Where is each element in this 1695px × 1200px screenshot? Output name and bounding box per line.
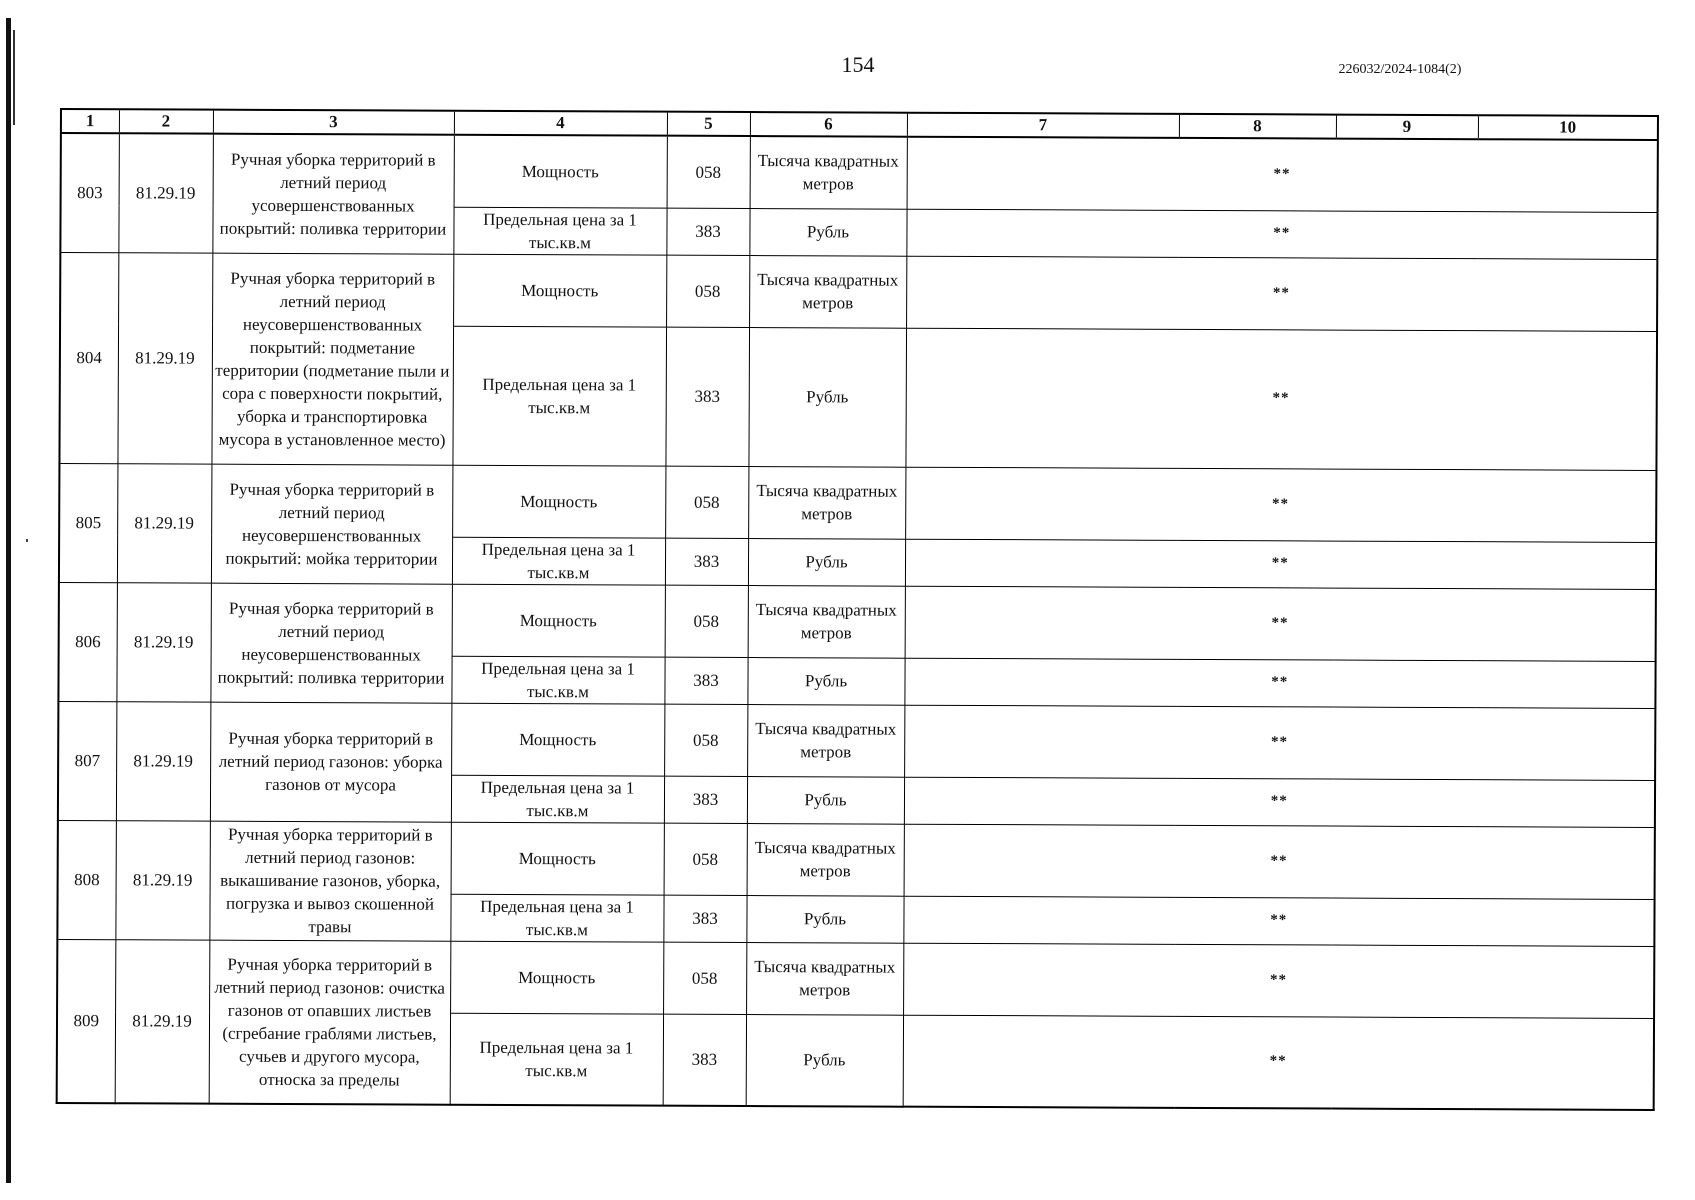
column-header: 4 <box>454 111 667 136</box>
scan-speck <box>26 539 28 542</box>
data-table <box>56 108 1659 1111</box>
okpd-code: 81.29.19 <box>116 582 211 701</box>
unit-code: 058 <box>667 136 750 208</box>
column-header: 7 <box>907 113 1179 138</box>
unit-code: 383 <box>663 1014 746 1106</box>
page-number: 154 <box>841 52 875 77</box>
unit-name: Рубль <box>748 327 906 467</box>
unit-code: 058 <box>665 466 748 538</box>
okpd-code: 81.29.19 <box>117 463 212 582</box>
row-number: 805 <box>59 463 118 582</box>
unit-name: Рубль <box>749 208 906 256</box>
unit-code: 383 <box>664 657 747 704</box>
characteristic-value: ** <box>903 943 1654 1018</box>
characteristic-name: Мощность <box>454 135 667 208</box>
unit-name: Тысяча квадратных метров <box>747 823 904 896</box>
characteristic-name: Мощность <box>451 703 664 776</box>
column-header: 9 <box>1336 115 1478 140</box>
characteristic-value: ** <box>904 777 1655 827</box>
characteristic-name: Предельная цена за 1 тыс.кв.м <box>450 894 663 942</box>
unit-code: 383 <box>663 895 746 942</box>
item-description: Ручная уборка территорий в летний период газонов: выкашивание газонов, уборка, погрузка и вывоз скошенной травы <box>209 821 451 941</box>
unit-code: 383 <box>664 776 747 823</box>
row-number: 803 <box>60 133 119 252</box>
characteristic-value: ** <box>906 209 1657 259</box>
document-id: 226032/2024-1084(2) <box>1338 62 1462 77</box>
scan-left-edge-mark <box>13 30 15 125</box>
table-row <box>61 133 1658 212</box>
table-row <box>57 939 1654 1018</box>
characteristic-name: Мощность <box>452 465 665 538</box>
unit-code: 383 <box>665 327 749 466</box>
column-header: 8 <box>1179 114 1336 139</box>
item-description: Ручная уборка территорий в летний период газонов: уборка газонов от мусора <box>210 702 452 822</box>
column-header: 6 <box>750 112 907 137</box>
column-header: 5 <box>667 112 750 136</box>
table-row <box>59 463 1656 542</box>
unit-name: Рубль <box>747 776 904 824</box>
characteristic-value: ** <box>906 256 1657 331</box>
characteristic-value: ** <box>903 1015 1654 1110</box>
table-container <box>56 108 1657 1111</box>
okpd-code: 81.29.19 <box>116 701 211 820</box>
unit-name: Рубль <box>746 1014 903 1107</box>
unit-name: Тысяча квадратных метров <box>747 704 904 777</box>
unit-code: 058 <box>664 704 747 776</box>
characteristic-value: ** <box>903 896 1654 946</box>
characteristic-name: Мощность <box>453 254 666 327</box>
row-number: 807 <box>58 701 117 820</box>
characteristic-value: ** <box>904 705 1655 780</box>
characteristic-value: ** <box>905 539 1656 589</box>
characteristic-name: Мощность <box>450 941 663 1014</box>
unit-name: Тысяча квадратных метров <box>750 136 907 209</box>
unit-name: Тысяча квадратных метров <box>748 585 905 658</box>
characteristic-name: Предельная цена за 1 тыс.кв.м <box>450 1013 663 1106</box>
row-number: 806 <box>58 582 117 701</box>
column-header: 1 <box>61 109 119 133</box>
unit-code: 383 <box>665 538 748 585</box>
scan-left-edge <box>6 18 11 1183</box>
column-header: 2 <box>119 109 213 133</box>
item-description: Ручная уборка территорий в летний период газонов: очистка газонов от опавших листьев (сгребание граблями листьев, сучьев и другого мусора, относка за пределы <box>209 940 451 1105</box>
table-row <box>59 582 1656 661</box>
unit-code: 058 <box>663 942 746 1014</box>
characteristic-value: ** <box>904 824 1655 899</box>
item-description: Ручная уборка территорий в летний период неусовершенствованных покрытий: мойка территории <box>211 464 453 584</box>
table-row <box>58 820 1655 899</box>
characteristic-name: Предельная цена за 1 тыс.кв.м <box>451 656 664 704</box>
okpd-code: 81.29.19 <box>117 252 212 463</box>
unit-name: Тысяча квадратных метров <box>748 466 905 539</box>
characteristic-name: Предельная цена за 1 тыс.кв.м <box>451 775 664 823</box>
characteristic-name: Мощность <box>452 584 665 657</box>
item-description: Ручная уборка территорий в летний период усовершенствованных покрытий: поливка территории <box>212 134 454 254</box>
unit-code: 058 <box>665 585 748 657</box>
characteristic-name: Мощность <box>451 822 664 895</box>
item-description: Ручная уборка территорий в летний период неусовершенствованных покрытий: подметание территории (подметание пыли и сора с поверхности покрытий, уборка и транспортировка мусора в установленное место) <box>211 253 453 465</box>
okpd-code: 81.29.19 <box>115 939 210 1103</box>
characteristic-value: ** <box>905 586 1656 661</box>
unit-name: Тысяча квадратных метров <box>746 942 903 1015</box>
characteristic-value: ** <box>905 328 1657 470</box>
okpd-code: 81.29.19 <box>115 820 210 939</box>
row-number: 808 <box>57 820 116 939</box>
characteristic-name: Предельная цена за 1 тыс.кв.м <box>452 326 666 466</box>
okpd-code: 81.29.19 <box>118 133 213 252</box>
unit-name: Рубль <box>748 538 905 586</box>
unit-code: 058 <box>666 255 749 327</box>
table-row <box>60 252 1657 331</box>
unit-name: Рубль <box>746 895 903 943</box>
item-description: Ручная уборка территорий в летний период неусовершенствованных покрытий: поливка территории <box>210 583 452 703</box>
unit-code: 058 <box>664 823 747 895</box>
table-row <box>58 701 1655 780</box>
characteristic-value: ** <box>907 137 1658 212</box>
column-header: 3 <box>213 110 454 135</box>
unit-code: 383 <box>666 208 749 255</box>
characteristic-name: Предельная цена за 1 тыс.кв.м <box>452 537 665 585</box>
row-number: 809 <box>57 939 116 1103</box>
column-header: 10 <box>1478 115 1658 140</box>
characteristic-name: Предельная цена за 1 тыс.кв.м <box>453 207 666 255</box>
characteristic-value: ** <box>905 467 1656 542</box>
unit-name: Рубль <box>747 657 904 705</box>
unit-name: Тысяча квадратных метров <box>749 255 906 328</box>
row-number: 804 <box>59 252 118 463</box>
characteristic-value: ** <box>904 658 1655 708</box>
